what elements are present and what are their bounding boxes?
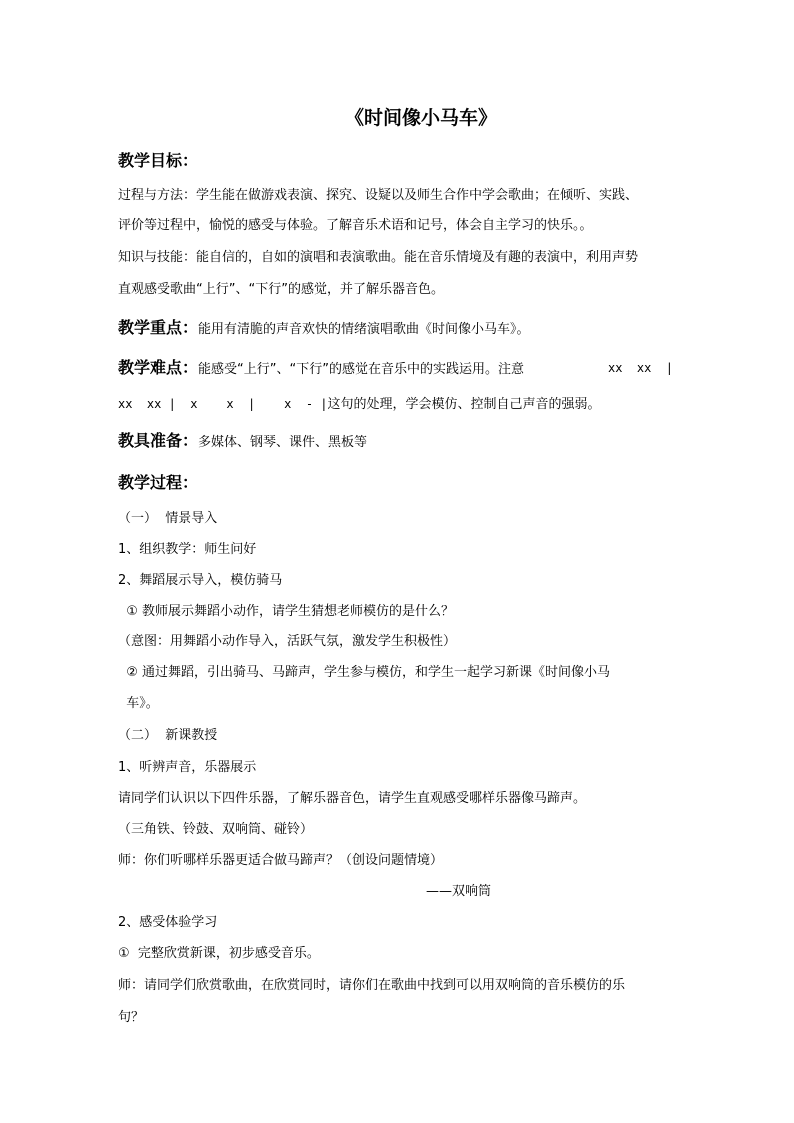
key-point-text: 能用有清脆的声音欢快的情绪演唱歌曲《时间像小马车》。 — [198, 322, 530, 337]
process-line: （二） 新课教授 — [118, 728, 218, 743]
process-line: ① 教师展示舞蹈小动作，请学生猜想老师模仿的是什么？ — [118, 604, 455, 619]
tools-heading: 教具准备： — [118, 431, 199, 450]
process-line: 2、感受体验学习 — [118, 915, 218, 930]
key-point-heading: 教学重点： — [118, 318, 199, 337]
process-line: 请同学们认识以下四件乐器，了解乐器音色，请学生直观感受哪样乐器像马蹄声。 — [118, 791, 587, 806]
process-line: 师：你们听哪样乐器更适合做马蹄声？（创设问题情境） — [118, 853, 444, 868]
goals-line: 评价等过程中，愉悦的感受与体验。了解音乐术语和记号，体会自主学习的快乐。。 — [118, 218, 593, 233]
difficulty-line-2 — [118, 394, 601, 415]
process-line: （意图：用舞蹈小动作导入，活跃气氛，激发学生积极性） — [118, 634, 457, 649]
goals-line: 过程与方法：学生能在做游戏表演、探究、设疑以及师生合作中学会歌曲；在倾听、实践、 — [118, 188, 639, 203]
process-line: 句？ — [118, 1010, 145, 1025]
difficulty-text: 能感受“上行”、“下行”的感觉在音乐中的实践运用。注意 — [198, 362, 524, 377]
goals-line: 知识与技能：能自信的，自如的演唱和表演歌曲。能在音乐情境及有趣的表演中，利用声势 — [118, 250, 639, 265]
process-line: （一） 情景导入 — [118, 511, 218, 526]
difficulty-heading: 教学难点： — [118, 358, 199, 377]
process-line: ② 通过舞蹈，引出骑马、马蹄声，学生参与模仿，和学生一起学习新课《时间像小马 — [118, 665, 611, 680]
tools-row — [118, 430, 367, 454]
key-point-row — [118, 317, 530, 341]
process-line-answer: ——双响筒 — [426, 884, 492, 899]
process-line: 1、组织教学：师生问好 — [118, 542, 257, 557]
process-heading: 教学过程： — [118, 473, 199, 492]
rhythm-notation: xx xx | — [608, 361, 674, 375]
goals-line: 直观感受歌曲“上行”、“下行”的感觉，并了解乐器音色。 — [118, 282, 444, 297]
process-line: 车》。 — [118, 696, 159, 711]
process-line: 2、舞蹈展示导入，模仿骑马 — [118, 573, 283, 588]
goals-heading: 教学目标： — [118, 151, 199, 170]
difficulty-text-2: 这句的处理，学会模仿、控制自己声音的强弱。 — [327, 397, 601, 412]
process-line: 师：请同学们欣赏歌曲，在欣赏同时，请你们在歌曲中找到可以用双响筒的音乐模仿的乐 — [118, 978, 626, 993]
document-title: 《时间像小马车》 — [344, 107, 497, 129]
difficulty-row — [118, 357, 524, 381]
tools-text: 多媒体、钢琴、课件、黑板等 — [198, 435, 368, 450]
process-line: （三角铁、铃鼓、双响筒、碰铃） — [118, 822, 314, 837]
process-line: 1、听辨声音，乐器展示 — [118, 760, 257, 775]
rhythm-notation: xx xx | x x | x - | — [118, 397, 328, 411]
process-line: ① 完整欣赏新课，初步感受音乐。 — [118, 946, 320, 961]
